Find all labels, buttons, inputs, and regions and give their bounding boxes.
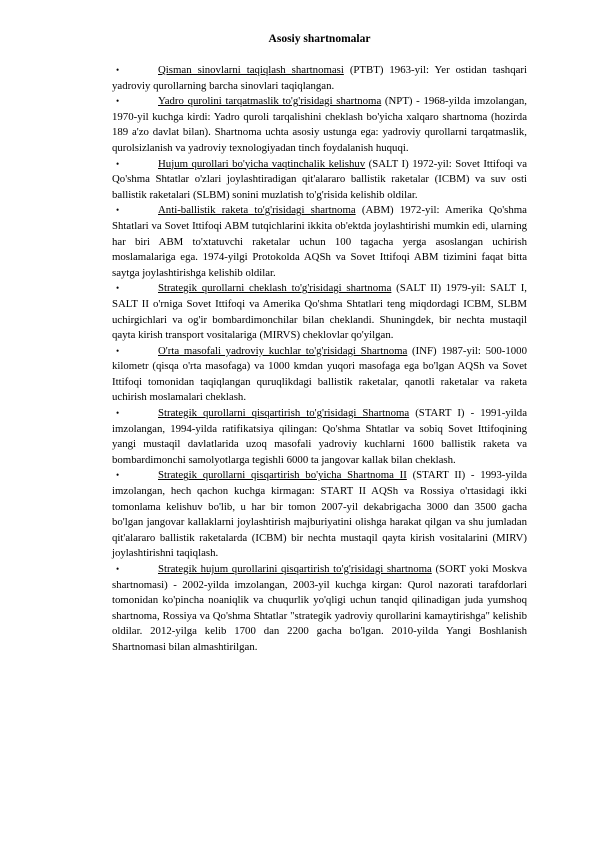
- treaty-link[interactable]: Strategik qurollarni cheklash to'g'risidagi shartnoma: [158, 282, 392, 295]
- treaty-item: [112, 157, 527, 204]
- treaty-link[interactable]: Yadro qurolini tarqatmaslik to'g'risidagi shartnoma: [158, 95, 382, 108]
- treaty-link[interactable]: Strategik hujum qurollarini qisqartirish to'g'risidagi shartnoma: [158, 563, 432, 575]
- treaty-item: [112, 468, 527, 562]
- treaty-link[interactable]: O'rta masofali yadroviy kuchlar to'g'risidagi Shartnoma: [158, 344, 408, 357]
- bullet-icon: •: [116, 564, 120, 574]
- bullet-icon: •: [116, 158, 120, 169]
- treaty-link[interactable]: Qisman sinovlarni taqiqlash shartnomasi: [158, 64, 344, 76]
- treaty-description: (START I) - 1991-yilda imzolangan, 1994-yilda ratifikatsiya qilingan: Qo'shma Shtatlar va sobiq Sovet Ittifoqining yangi mustaqil davlatlarida uzoq masofali yadroviy kuchlarni 1600 ballistik raketa va bombardimonchi samolyotlarga tegishli 6000 ta jangovar kallak bilan cheklash.: [112, 407, 527, 466]
- document-page: [112, 32, 527, 656]
- bullet-icon: •: [116, 283, 120, 294]
- bullet-icon: •: [116, 470, 120, 481]
- treaty-description: (NPT) - 1968-yilda imzolangan, 1970-yil kuchga kirdi: Yadro quroli tarqalishini cheklash bo'yicha xalqaro shartnoma (hozirda 189 a'zo davlat bilan). Shartnoma uchta asosiy ustunga ega: yadroviy qurollarni tarqatmaslik, qurolsizlanish va yadroviy texnologiyadan tinch foydalanish huquqi.: [112, 95, 527, 154]
- bullet-icon: •: [116, 408, 120, 419]
- treaty-description: (ABM) 1972-yil: Amerika Qo'shma Shtatlari va Sovet Ittifoqi ABM tutqichlarini ikkita ob'ektda joylashtirishi mumkin edi, ularning har biri ABM to'xtatuvchi raketalar uchun 100 tagacha yerga asoslangan uchirish moslamalariga ega. 1974-yilgi Protokolda AQSh va Sovet Ittifoqi ABM tizimini faqat bitta saytga joylashtirishga kelishib oldilar.: [112, 204, 527, 279]
- bullet-icon: •: [116, 205, 120, 216]
- treaty-item: [112, 406, 527, 468]
- treaty-description: (PTBT) 1963-yil: Yer ostidan tashqari yadroviy qurollarning barcha sinovlari taqiqlangan.: [112, 64, 527, 92]
- treaty-link[interactable]: Anti-ballistik raketa to'g'risidagi shartnoma: [158, 204, 356, 217]
- treaty-item: [112, 63, 527, 94]
- treaty-description: (SALT II) 1979-yil: SALT I, SALT II o'rniga Sovet Ittifoqi va Amerika Qo'shma Shtatlari teng miqdordagi ICBM, SLBM uchirgichlari va og'ir bombardimonchilar bilan cheklandi. Shuningdek, bir nechta mustaqil qayta kirish transport vositalariga (MIRVS) cheklovlar qo'yilgan.: [112, 282, 527, 342]
- treaty-description: (INF) 1987-yil: 500-1000 kilometr (qisqa o'rta masofaga) va 1000 kmdan yuqori masofaga ega bo'lgan AQSh va Sovet Ittifoqi tomonidan taqiqlangan quruqlikdagi ballistik raketalar, qanotli raketalar va raketa uchirish moslamalari cheklash.: [112, 344, 527, 404]
- document-title: Asosiy shartnomalar: [268, 33, 371, 45]
- treaty-item: [112, 562, 527, 656]
- treaty-description: (SALT I) 1972-yil: Sovet Ittifoqi va Qo'shma Shtatlar o'zlari joylashtiradigan qit'alararo ballistik raketalar (ICBM) va suv osti ballistik raketalari (SLBM) sonini muzlatish to'g'risida kelishib oldilar.: [112, 157, 527, 201]
- treaty-item: [112, 203, 527, 281]
- treaty-link[interactable]: Hujum qurollari bo'yicha vaqtinchalik kelishuv: [158, 157, 366, 170]
- treaty-description: (SORT yoki Moskva shartnomasi) - 2002-yilda imzolangan, 2003-yil kuchga kirgan: Qurol nazorati tarafdorlari tomonidan ko'pincha noaniqlik va chuqurlik yo'qligi uchun tanqid qilinadigan juda yumshoq shartnoma, Rossiya va Qo'shma Shtatlar "strategik yadroviy qurollarini kamaytirishga" kelishib oldilar. 2012-yilga kelib 1700 dan 2200 gacha bo'lgan. 2010-yilda Yangi Boshlanish Shartnomasi bilan almashtirilgan.: [112, 563, 527, 653]
- bullet-icon: •: [116, 345, 120, 356]
- treaty-link[interactable]: Strategik qurollarni qisqartirish bo'yicha Shartnoma II: [158, 469, 407, 482]
- bullet-icon: •: [116, 65, 120, 75]
- treaty-item: [112, 281, 527, 343]
- treaty-description: (START II) - 1993-yilda imzolangan, hech qachon kuchga kirmagan: START II AQSh va Rossiya o'rtasidagi ikki tomonlama kelishuv bo'lib, u har bir tomon 2007-yil dekabrigacha 3000 dan 3500 gacha bo'lgan jangovar kallaklarni joylashtirish majburiyatini olishga harakat qilgan va shu jumladan qit'alararo ballistik raketalarda (ICBM) bir nechta mustaqil qayta kirish vositalarini (MIRV) joylashtirishni taqiqlash.: [112, 469, 527, 560]
- treaty-item: [112, 344, 527, 406]
- treaty-item: [112, 94, 527, 156]
- bullet-icon: •: [116, 96, 120, 107]
- treaty-link[interactable]: Strategik qurollarni qisqartirish to'g'risidagi Shartnoma: [158, 407, 410, 420]
